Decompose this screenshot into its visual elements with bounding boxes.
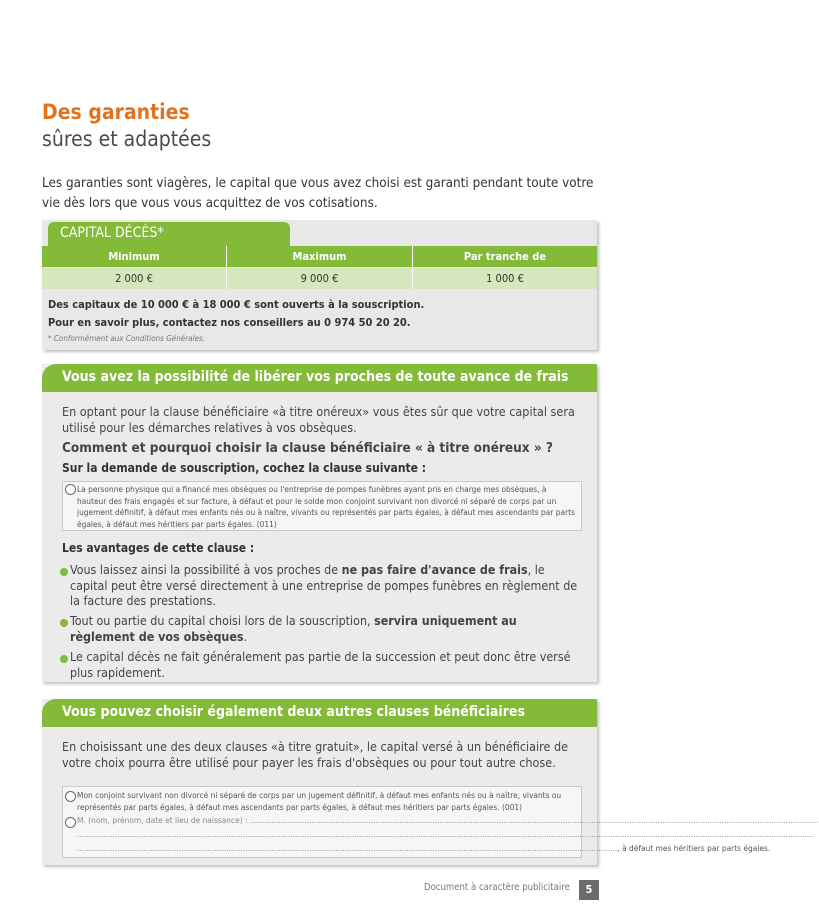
clause-option2-end: , à défaut mes héritiers par parts égales. [617, 843, 771, 853]
bullet-dot [60, 619, 68, 627]
section1-instruction: Sur la demande de souscription, cochez la clause suivante : [62, 461, 427, 475]
clause-option2-line3[interactable]: .................................................................................................................................................................................................................................... , à défaut mes héritiers par parts égales. [77, 843, 771, 853]
section2-banner [42, 699, 597, 727]
clause-option2-line1[interactable]: M. (nom, prénom, date et lieu de naissance) : ................................................................................................................................................................................................................................................ [77, 815, 819, 825]
page-number: 5 [579, 880, 599, 900]
header-maximum: Maximum [292, 250, 347, 263]
clause-gratuit [62, 786, 819, 858]
advantage-1: Vous laissez ainsi la possibilité à vos proches de ne pas faire d'avance de frais, le capital peut être versé directement à une entreprise de pompes funèbres en règlement de la facture des prestations. [70, 562, 578, 608]
header-minimum: Minimum [108, 250, 160, 263]
section1-paragraph: En optant pour la clause bénéficiaire «à titre onéreux» vous êtes sûr que votre capital sera utilisé pour les démarches relatives à vos obsèques. [62, 404, 575, 435]
section1-banner-text: Vous avez la possibilité de libérer vos proches de toute avance de frais [62, 369, 569, 385]
capital-note-line2: Pour en savoir plus, contactez nos conseillers au 0 974 50 20 20. [48, 316, 411, 329]
advantages-title: Les avantages de cette clause : [62, 541, 255, 555]
advantage-2: Tout ou partie du capital choisi lors de la souscription, servira uniquement au règlement de vos obsèques. [70, 613, 517, 644]
page-title: Des garanties [42, 100, 190, 124]
value-maximum: 9 000 € [300, 272, 339, 285]
section2-paragraph: En choisissant une des deux clauses «à titre gratuit», le capital versé à un bénéficiaire de votre choix pourra être utilisé pour payer les frais d'obsèques ou pour tout autre chose. [62, 739, 569, 770]
capital-tab [48, 222, 290, 246]
value-tranche: 1 000 € [486, 272, 524, 285]
section2-banner-text: Vous pouvez choisir également deux autres clauses bénéficiaires [62, 704, 525, 720]
intro-text: Les garanties sont viagères, le capital que vous avez choisi est garanti pendant toute votre vie dès lors que vous vous acquittez de vos cotisations. [42, 176, 594, 211]
clause-option1-text: Mon conjoint survivant non divorcé ni séparé de corps par un jugement définitif, à défaut mes enfants nés ou à naître, vivants ou représentés par parts égales, à défaut mes ascendants par parts égales, à défaut mes héritiers par parts égales. (001) [77, 790, 562, 812]
capital-table-row [42, 268, 597, 289]
capital-tab-label: CAPITAL DÉCÈS* [60, 225, 164, 241]
footer-text: Document à caractère publicitaire [424, 882, 570, 893]
clause-onereux-text: La personne physique qui a financé mes obsèques ou l'entreprise de pompes funèbres ayant pris en charge mes obsèques, à hauteur des frais engagés et sur facture, à défaut et pour le solde mon conjoint survivant non divorcé ni séparé de corps par un jugement définitif, à défaut mes enfants nés ou à naître, vivants ou représentés par parts égales, à défaut mes ascendants par parts égales, à défaut mes héritiers par parts égales. (011) [77, 484, 575, 529]
clause-option2-radio[interactable] [65, 817, 76, 828]
capital-note-line1: Des capitaux de 10 000 € à 18 000 € sont ouverts à la souscription. [48, 298, 425, 311]
clause-option2-line2[interactable]: ....................................................................................................................................................................................................................................................................................................................... [77, 829, 815, 839]
section1-question: Comment et pourquoi choisir la clause bénéficiaire « à titre onéreux » ? [62, 440, 553, 456]
page-subtitle: sûres et adaptées [42, 127, 212, 151]
bullet-dot [60, 568, 68, 576]
clause-onereux-radio[interactable] [65, 484, 76, 495]
header-tranche: Par tranche de [463, 250, 547, 263]
capital-footnote: * Conformément aux Conditions Générales. [48, 334, 206, 343]
clause-option1-radio[interactable] [65, 791, 76, 802]
advantage-3: Le capital décès ne fait généralement pas partie de la succession et peut donc être versé plus rapidement. [70, 649, 571, 680]
value-minimum: 2 000 € [115, 272, 153, 285]
clause-onereux [62, 481, 582, 531]
section1-banner [42, 364, 597, 392]
clause-option2-label: M. (nom, prénom, date et lieu de naissance) : [77, 815, 248, 825]
bullet-dot [60, 655, 68, 663]
capital-note [48, 296, 424, 332]
capital-table-header [42, 246, 597, 267]
